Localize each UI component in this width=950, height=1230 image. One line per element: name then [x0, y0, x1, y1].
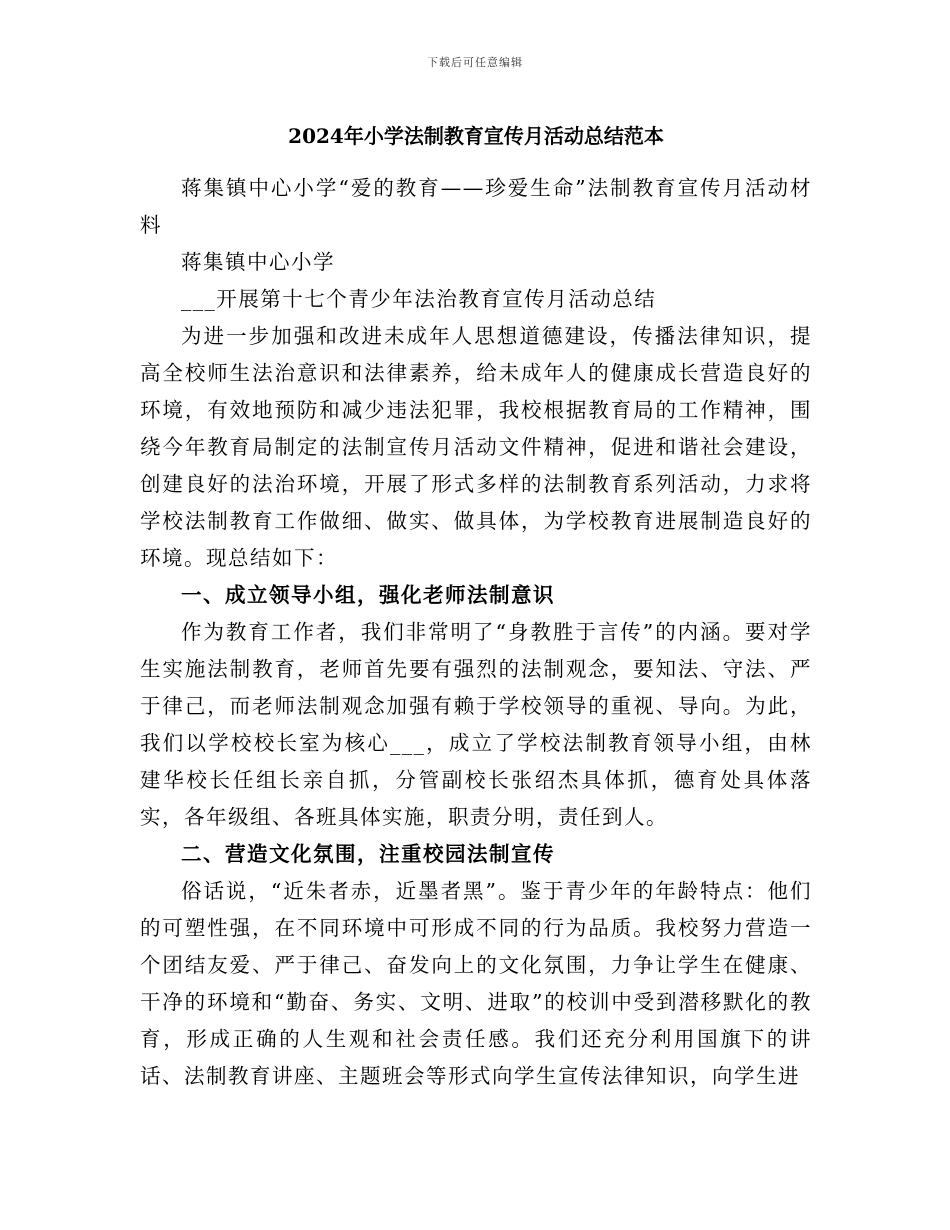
paragraph-overview: 为进一步加强和改进未成年人思想道德建设，传播法律知识，提高全校师生法治意识和法律素养，给未成年人的健康成长营造良好的环境，有效地预防和减少违法犯罪，我校根据教育局的工作精神，围绕今年教育局制定的法制宣传月活动文件精神，促进和谐社会建设，创建良好的法治环境，开展了形式多样的法制教育系列活动，力求将学校法制教育工作做细、做实、做具体，为学校教育进展制造良好的环境。现总结如下： [140, 324, 812, 570]
header-note: 下载后可任意编辑 [427, 56, 523, 69]
paragraph-intro: 蒋集镇中心小学“爱的教育——珍爱生命”法制教育宣传月活动材料 [140, 176, 812, 237]
paragraph-school: 蒋集镇中心小学 [181, 250, 335, 274]
section-heading-1: 一、成立领导小组，强化老师法制意识 [181, 583, 555, 607]
paragraph-subtitle: ___开展第十七个青少年法治教育宣传月活动总结 [181, 287, 657, 311]
paragraph-section-1: 作为教育工作者，我们非常明了“身教胜于言传”的内涵。要对学生实施法制教育，老师首先要有强烈的法制观念，要知法、守法、严于律己，而老师法制观念加强有赖于学校领导的重视、导向。为此，我们以学校校长室为核心___，成立了学校法制教育领导小组，由林建华校长任组长亲自抓，分管副校长张绍杰具体抓，德育处具体落实，各年级组、各班具体实施，职责分明，责任到人。 [140, 620, 812, 829]
paragraph-section-2: 俗话说，“近朱者赤，近墨者黑”。鉴于青少年的年龄特点：他们的可塑性强，在不同环境中可形成不同的行为品质。我校努力营造一个团结友爱、严于律己、奋发向上的文化氛围，力争让学生在健康、干净的环境和“勤奋、务实、文明、进取”的校训中受到潜移默化的教育，形成正确的人生观和社会责任感。我们还充分利用国旗下的讲话、法制教育讲座、主题班会等形式向学生宣传法律知识，向学生进 [140, 879, 812, 1088]
document-title: 2024年小学法制教育宣传月活动总结范本 [288, 124, 664, 148]
section-heading-2: 二、营造文化氛围，注重校园法制宣传 [181, 842, 555, 866]
document-body [140, 118, 812, 1095]
